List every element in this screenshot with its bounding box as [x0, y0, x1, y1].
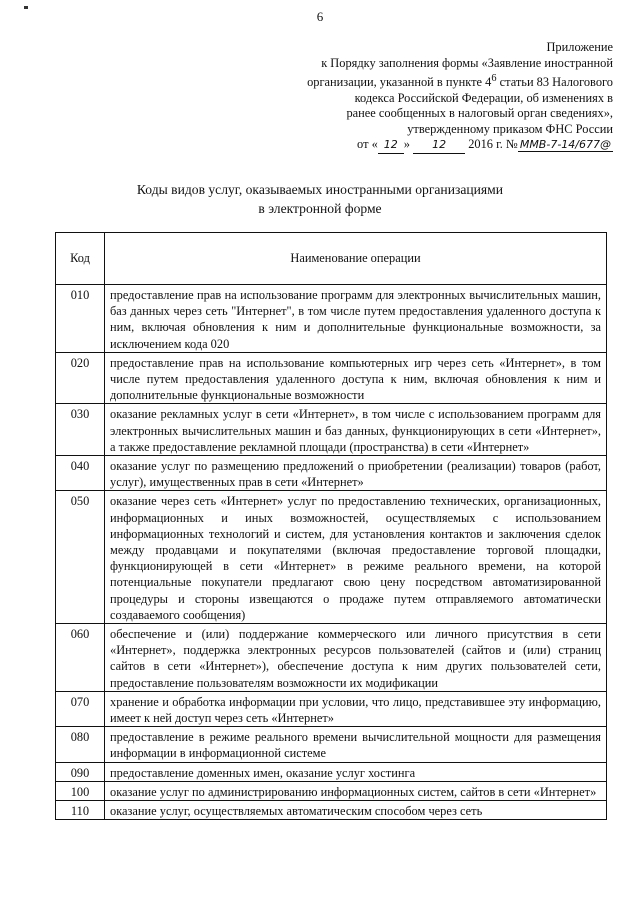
row-name: оказание рекламных услуг в сети «Интернет», в том числе с использованием программ для электронных вычислительных машин и баз данных, функционирующих в сети «Интернет», а также предоставление рекламной площади (пространства) в сети «Интернет» — [105, 404, 607, 456]
order-quote-close: » — [403, 137, 410, 152]
appendix-line: ранее сообщенных в налоговый орган сведениях», — [346, 106, 613, 121]
row-name: оказание услуг по администрированию информационных систем, сайтов в сети «Интернет» — [105, 781, 607, 800]
table-row — [56, 781, 607, 800]
title-line: в электронной форме — [258, 201, 382, 216]
row-name: оказание услуг по размещению предложений о приобретении (реализации) товаров (работ, услуг), имущественных прав в сети «Интернет» — [105, 456, 607, 491]
order-number-handwritten: ММВ-7-14/677@ — [519, 138, 611, 152]
row-code: 040 — [56, 456, 105, 491]
row-code: 090 — [56, 762, 105, 781]
appendix-line-text: организации, указанной в пункте 4 — [307, 75, 492, 90]
table-row — [56, 624, 607, 692]
row-code: 020 — [56, 352, 105, 404]
table-row — [56, 456, 607, 491]
appendix-line — [233, 71, 613, 91]
row-name: предоставление прав на использование программ для электронных вычислительных машин, баз данных через сеть "Интернет", в том числе путем предоставления удаленного доступа к ним, включая обновления к ним и дополнительные функциональные возможности, за исключением кода 020 — [105, 285, 607, 353]
table-header-row — [56, 233, 607, 285]
order-month-handwritten: 12 — [413, 137, 465, 154]
table-row — [56, 404, 607, 456]
row-code: 080 — [56, 727, 105, 762]
table-row — [56, 727, 607, 762]
appendix-line: кодекса Российской Федерации, об изменениях в — [354, 90, 613, 105]
order-reference — [233, 137, 613, 154]
row-code: 110 — [56, 801, 105, 820]
row-code: 070 — [56, 691, 105, 726]
article-superscript: 6 — [491, 73, 497, 84]
table-row — [56, 491, 607, 624]
appendix-line-text: статьи 83 Налогового — [496, 75, 613, 90]
service-codes-table — [55, 232, 607, 820]
order-year: 2016 г. — [468, 137, 503, 152]
appendix-heading: Приложение — [546, 40, 613, 54]
document-title — [60, 180, 580, 218]
row-name: оказание услуг, осуществляемых автоматическим способом через сеть — [105, 801, 607, 820]
title-line: Коды видов услуг, оказываемых иностранными организациями — [136, 182, 504, 197]
row-code: 050 — [56, 491, 105, 624]
table-row — [56, 762, 607, 781]
row-code: 060 — [56, 624, 105, 692]
order-day-handwritten: 12 — [378, 137, 404, 154]
table-row — [56, 691, 607, 726]
table-row — [56, 801, 607, 820]
row-code: 010 — [56, 285, 105, 353]
header-code: Код — [56, 233, 105, 285]
order-number-label: № — [506, 137, 518, 152]
row-name: предоставление доменных имен, оказание услуг хостинга — [105, 762, 607, 781]
appendix-line: к Порядку заполнения формы «Заявление иностранной — [321, 55, 613, 70]
appendix-block — [233, 40, 613, 154]
page-number: 6 — [316, 9, 324, 24]
row-name: предоставление прав на использование компьютерных игр через сеть «Интернет», в том числе путем предоставления удаленного доступа к ним, включая обновления к ним и дополнительные функциональные возможности — [105, 352, 607, 404]
order-from-label: от « — [357, 137, 378, 152]
appendix-line: утвержденному приказом ФНС России — [407, 121, 613, 136]
row-code: 100 — [56, 781, 105, 800]
row-name: оказание через сеть «Интернет» услуг по предоставлению технических, организационных, информационных и иных возможностей, осуществляемых с использованием информационных технологий и систем, для установления контактов и заключения сделок между продавцами и покупателями (включая предоставление торговой площадки, функционирующей в сети «Интернет» в режиме реального времени, на которой потенциальные покупатели предлагают свою цену посредством автоматизированной процедуры и стороны извещаются о продаже путем отправляемого автоматически создаваемого сообщения) — [105, 491, 607, 624]
row-name: предоставление в режиме реального времени вычислительной мощности для размещения информации в информационной системе — [105, 727, 607, 762]
header-operation-name: Наименование операции — [105, 233, 607, 285]
row-code: 030 — [56, 404, 105, 456]
table-row — [56, 285, 607, 353]
row-name: обеспечение и (или) поддержание коммерческого или личного присутствия в сети «Интернет», поддержка электронных ресурсов пользователей (сайтов и (или) страниц сайтов в сети «Интернет»), обеспечение доступа к ним других пользователей сети, предоставление пользователям возможности их модификации — [105, 624, 607, 692]
table-row — [56, 352, 607, 404]
row-name: хранение и обработка информации при условии, что лицо, представившее эту информацию, имеет к ней доступ через сеть «Интернет» — [105, 691, 607, 726]
